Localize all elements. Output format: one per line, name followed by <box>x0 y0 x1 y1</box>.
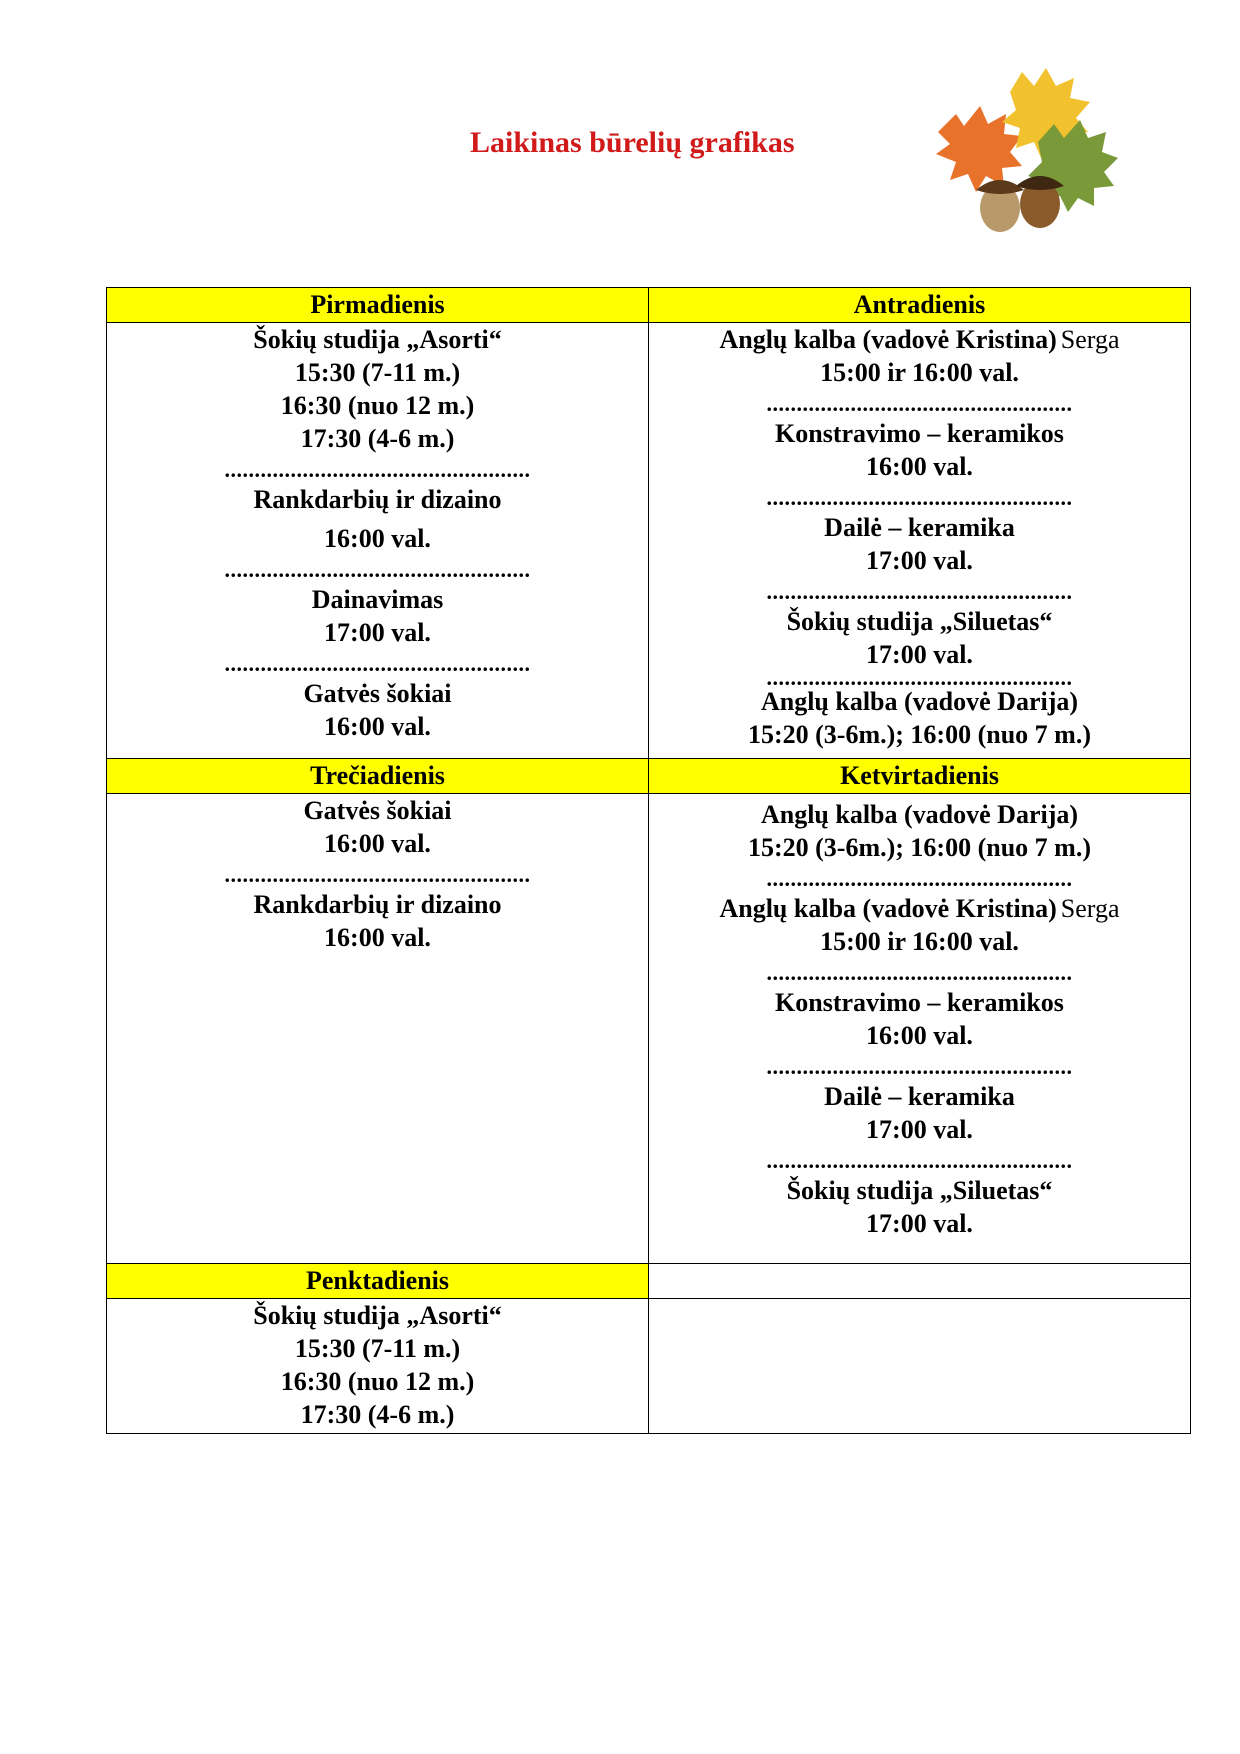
activity-time: 16:30 (nuo 12 m.) <box>280 391 475 420</box>
activity-name: Šokių studija „Siluetas“ <box>786 607 1053 636</box>
activity-name: Anglų kalba (vadovė Darija) <box>760 800 1079 829</box>
activity-time: 17:00 val. <box>866 640 973 669</box>
activity-time: 16:30 (nuo 12 m.) <box>280 1367 475 1396</box>
activity-time: 16:00 val. <box>324 829 431 858</box>
dotted-separator: ................................................... <box>224 557 531 582</box>
dotted-separator: ................................................... <box>766 1054 1073 1079</box>
friday-cell <box>107 1299 649 1434</box>
empty-cell <box>649 1299 1191 1434</box>
dotted-separator: ................................................... <box>766 960 1073 985</box>
day-header-wednesday: Trečiadienis <box>107 759 649 794</box>
dotted-separator: ................................................... <box>766 391 1073 416</box>
page-title: Laikinas būrelių grafikas <box>470 126 795 159</box>
schedule-table <box>106 287 1191 1434</box>
activity-time: 17:30 (4-6 m.) <box>300 1400 455 1429</box>
dotted-separator: ................................................... <box>224 862 531 887</box>
activity-time: 16:00 val. <box>324 923 431 952</box>
day-header-thursday: Ketvirtadienis <box>649 759 1191 794</box>
activity-name: Rankdarbių ir dizaino <box>253 485 502 514</box>
activity-time: 17:00 val. <box>866 1209 973 1238</box>
autumn-oak-leaves-acorns-icon <box>918 62 1118 242</box>
activity-name: Konstravimo – keramikos <box>775 419 1064 448</box>
activity-name: Rankdarbių ir dizaino <box>253 890 502 919</box>
dotted-separator: ................................................... <box>224 457 531 482</box>
activity-name: Gatvės šokiai <box>303 679 452 708</box>
activity-time: 16:00 val. <box>866 452 973 481</box>
activity-name: Anglų kalba (vadovė Kristina) <box>719 894 1057 923</box>
activity-time: 17:00 val. <box>866 1115 973 1144</box>
activity-time: 17:00 val. <box>866 546 973 575</box>
status-label: Serga <box>1060 894 1120 923</box>
activity-name: Anglų kalba (vadovė Darija) <box>760 687 1079 716</box>
activity-name: Gatvės šokiai <box>303 796 452 825</box>
activity-name: Anglų kalba (vadovė Kristina) <box>719 325 1057 354</box>
activity-time: 16:00 val. <box>866 1021 973 1050</box>
day-header-tuesday: Antradienis <box>649 288 1191 323</box>
wednesday-cell <box>107 794 649 1264</box>
monday-cell <box>107 323 649 759</box>
dotted-separator: ................................................... <box>224 651 531 676</box>
day-header-monday: Pirmadienis <box>107 288 649 323</box>
activity-time: 15:30 (7-11 m.) <box>294 1334 461 1363</box>
activity-time: 15:00 ir 16:00 val. <box>820 927 1019 956</box>
dotted-separator: ................................................... <box>766 1148 1073 1173</box>
activity-name-row <box>649 892 1190 925</box>
activity-time: 15:00 ir 16:00 val. <box>820 358 1019 387</box>
activity-name: Šokių studija „Asorti“ <box>253 325 502 354</box>
activity-time: 17:30 (4-6 m.) <box>300 424 455 453</box>
activity-time: 15:30 (7-11 m.) <box>294 358 461 387</box>
activity-time: 16:00 val. <box>324 712 431 741</box>
activity-name-row <box>649 323 1190 356</box>
activity-name: Šokių studija „Asorti“ <box>253 1301 502 1330</box>
dotted-separator: ................................................... <box>766 485 1073 510</box>
dotted-separator: ................................................... <box>766 866 1073 891</box>
activity-time: 16:00 val. <box>324 524 431 553</box>
status-label: Serga <box>1060 325 1120 354</box>
tuesday-cell <box>649 323 1191 759</box>
activity-name: Dailė – keramika <box>824 1082 1015 1111</box>
activity-time: 15:20 (3-6m.); 16:00 (nuo 7 m.) <box>747 720 1091 749</box>
activity-time: 17:00 val. <box>324 618 431 647</box>
activity-name: Dainavimas <box>311 585 444 614</box>
dotted-separator: ................................................... <box>766 579 1073 604</box>
dotted-separator: ................................................... <box>766 671 1073 685</box>
activity-name: Šokių studija „Siluetas“ <box>786 1176 1053 1205</box>
activity-time: 15:20 (3-6m.); 16:00 (nuo 7 m.) <box>747 833 1091 862</box>
activity-name: Konstravimo – keramikos <box>775 988 1064 1017</box>
day-header-friday: Penktadienis <box>107 1264 649 1299</box>
empty-header-cell <box>649 1264 1191 1299</box>
thursday-cell <box>649 794 1191 1264</box>
activity-name: Dailė – keramika <box>824 513 1015 542</box>
